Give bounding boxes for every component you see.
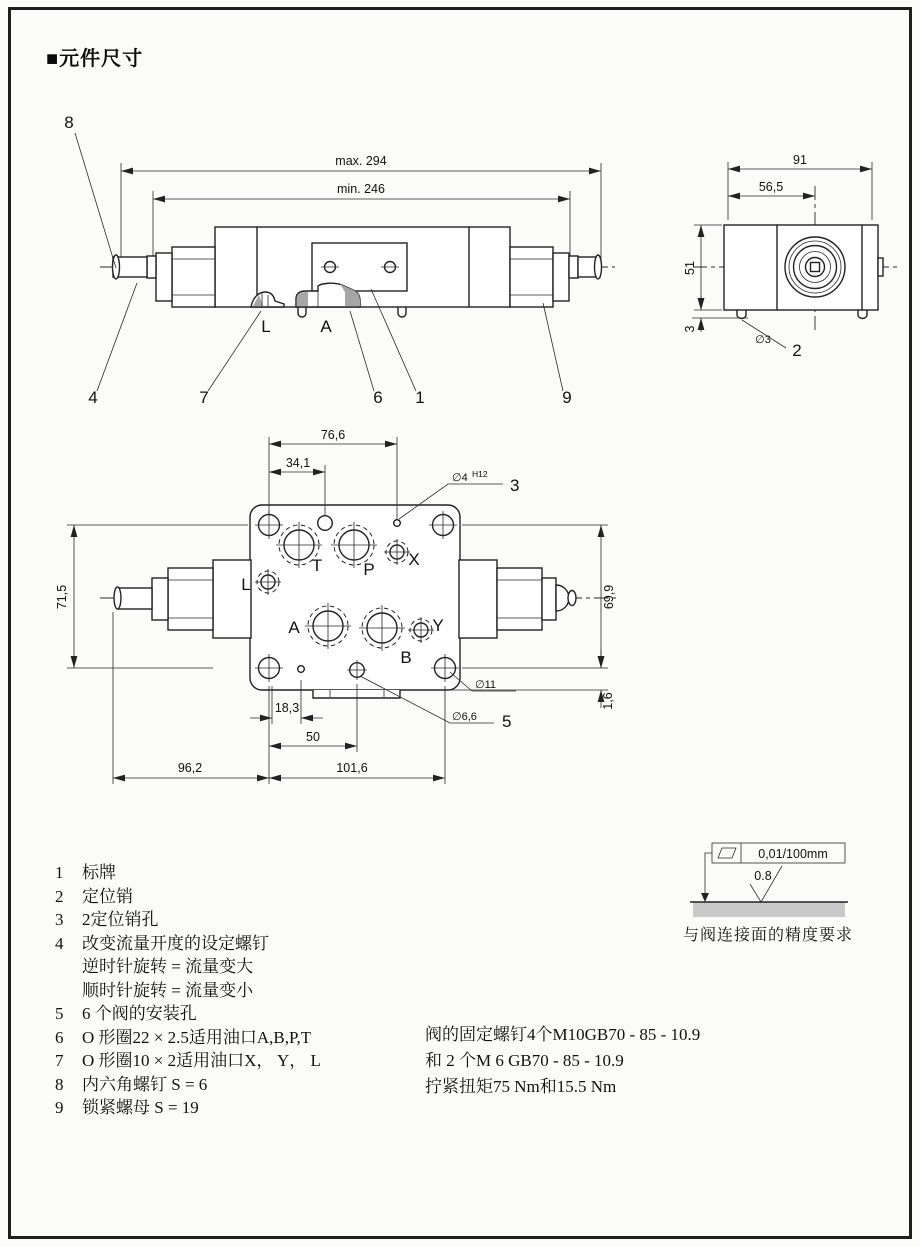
- legend-item-6: 6 O 形圈22 × 2.5适用油口A,B,P,T: [55, 1027, 312, 1047]
- dim-71-5: [55, 525, 74, 668]
- dim-label-dia6-6: ∅6,6: [452, 711, 477, 723]
- callout-4: 4: [88, 388, 98, 407]
- dim-label-pin-fit: H12: [472, 469, 488, 479]
- leader-arrow: [701, 893, 709, 902]
- dim-label-pin-dia4: ∅4: [452, 472, 468, 484]
- dim-96-2: [113, 761, 269, 778]
- lock-nut-right: [510, 247, 602, 307]
- callout-2: 2: [792, 341, 802, 360]
- dim-label-center: 56,5: [758, 180, 784, 194]
- end-view-body: [724, 225, 878, 310]
- legend-item-9: 9 锁紧螺母 S = 19: [55, 1098, 199, 1117]
- dim-label-34-1: 34,1: [285, 456, 311, 470]
- callout-9: 9: [562, 388, 572, 407]
- legend-list: [55, 861, 321, 1120]
- side-port-label-a: A: [320, 317, 332, 336]
- dim-label-69-9: 69,9: [602, 584, 616, 610]
- legend-item-1: 1 标牌: [55, 863, 116, 882]
- note-line-3: 拧紧扭矩75 Nm和15.5 Nm: [425, 1077, 617, 1096]
- note-line-1: 阀的固定螺钉4个M10GB70 - 85 - 10.9: [425, 1025, 701, 1044]
- legend-item-5: 5 6 个阀的安装孔: [55, 1004, 197, 1023]
- dim-label-76-6: 76,6: [320, 428, 346, 442]
- dim-101-6: [269, 761, 445, 778]
- legend-item-4a: 逆时针旋转 = 流量变大: [82, 957, 254, 976]
- dim-label-96-2: 96,2: [177, 761, 203, 775]
- side-view-drawing: [64, 113, 615, 407]
- callout-1: 1: [415, 388, 425, 407]
- end-view-drawing: [683, 153, 897, 360]
- roughness-value: 0.8: [754, 869, 772, 883]
- port-label-t: T: [311, 556, 323, 575]
- locating-pins: [737, 310, 867, 319]
- fastening-notes: [425, 1022, 700, 1100]
- dim-label-min-length: min. 246: [337, 182, 385, 196]
- dim-label-50: 50: [306, 730, 320, 744]
- dim-label-18-3: 18,3: [274, 701, 300, 715]
- dim-51: [683, 225, 722, 310]
- dim-label-width: 91: [793, 153, 807, 167]
- dim-50: [269, 730, 357, 746]
- surface-caption: 与阀连接面的精度要求: [683, 927, 854, 944]
- flatness-icon: [718, 848, 736, 858]
- surface-finish-symbol: [690, 843, 848, 917]
- port-label-b: B: [400, 648, 412, 667]
- legend-item-8: 8 内六角螺钉 S = 6: [55, 1074, 208, 1094]
- dim-34-1: [269, 456, 325, 472]
- legend-item-2: 2 定位销: [55, 886, 133, 906]
- screw-end-left: [114, 568, 213, 630]
- port-label-a: A: [288, 618, 300, 637]
- dim-label-pin-dia: ∅3: [755, 334, 771, 346]
- dim-76-6: [269, 428, 397, 444]
- page-title: ■元件尺寸: [46, 48, 144, 70]
- legend-item-3: 3 2定位销孔: [55, 910, 159, 929]
- side-port-label-l: L: [261, 317, 271, 336]
- callout-6: 6: [373, 388, 383, 407]
- dim-label-71-5: 71,5: [55, 584, 69, 610]
- dim-max-294: [121, 154, 601, 171]
- dim-69-9: [601, 525, 616, 668]
- legend-item-7: 7 O 形圈10 × 2适用油口X， Y， L: [55, 1051, 321, 1070]
- dim-label-height: 51: [683, 261, 697, 275]
- dim-91: [728, 153, 872, 169]
- dim-label-max-length: max. 294: [335, 154, 387, 168]
- adjustment-screw-left: [113, 247, 216, 307]
- dim-min-246: [153, 182, 570, 199]
- port-label-l: L: [241, 575, 251, 594]
- bottom-view-drawing: [55, 428, 618, 784]
- dim-label-101-6: 101,6: [336, 761, 368, 775]
- legend-item-4: 4 改变流量开度的设定螺钉: [55, 933, 269, 953]
- tolerance-value: 0,01/100mm: [758, 847, 828, 861]
- callout-7: 7: [199, 388, 209, 407]
- legend-item-4b: 顺时针旋转 = 流量变小: [82, 980, 254, 1000]
- dim-label-1-6: 1,6: [601, 692, 615, 710]
- surface-bar: [693, 902, 845, 917]
- callout-5: 5: [502, 712, 512, 731]
- dim-56-5: [728, 180, 815, 196]
- callout-8: 8: [64, 113, 74, 132]
- port-label-x: X: [408, 550, 420, 569]
- note-line-2: 和 2 个M 6 GB70 - 85 - 10.9: [425, 1051, 624, 1070]
- dim-label-foot: 3: [683, 325, 697, 333]
- mounting-plate: [250, 505, 460, 690]
- dim-18-3: [250, 701, 323, 718]
- screw-end-right: [497, 568, 576, 630]
- dim-1-6: [601, 650, 615, 710]
- port-label-p: P: [363, 560, 375, 579]
- port-label-y: Y: [432, 616, 444, 635]
- dim-label-dia11: ∅11: [475, 679, 497, 691]
- callout-3: 3: [510, 476, 520, 495]
